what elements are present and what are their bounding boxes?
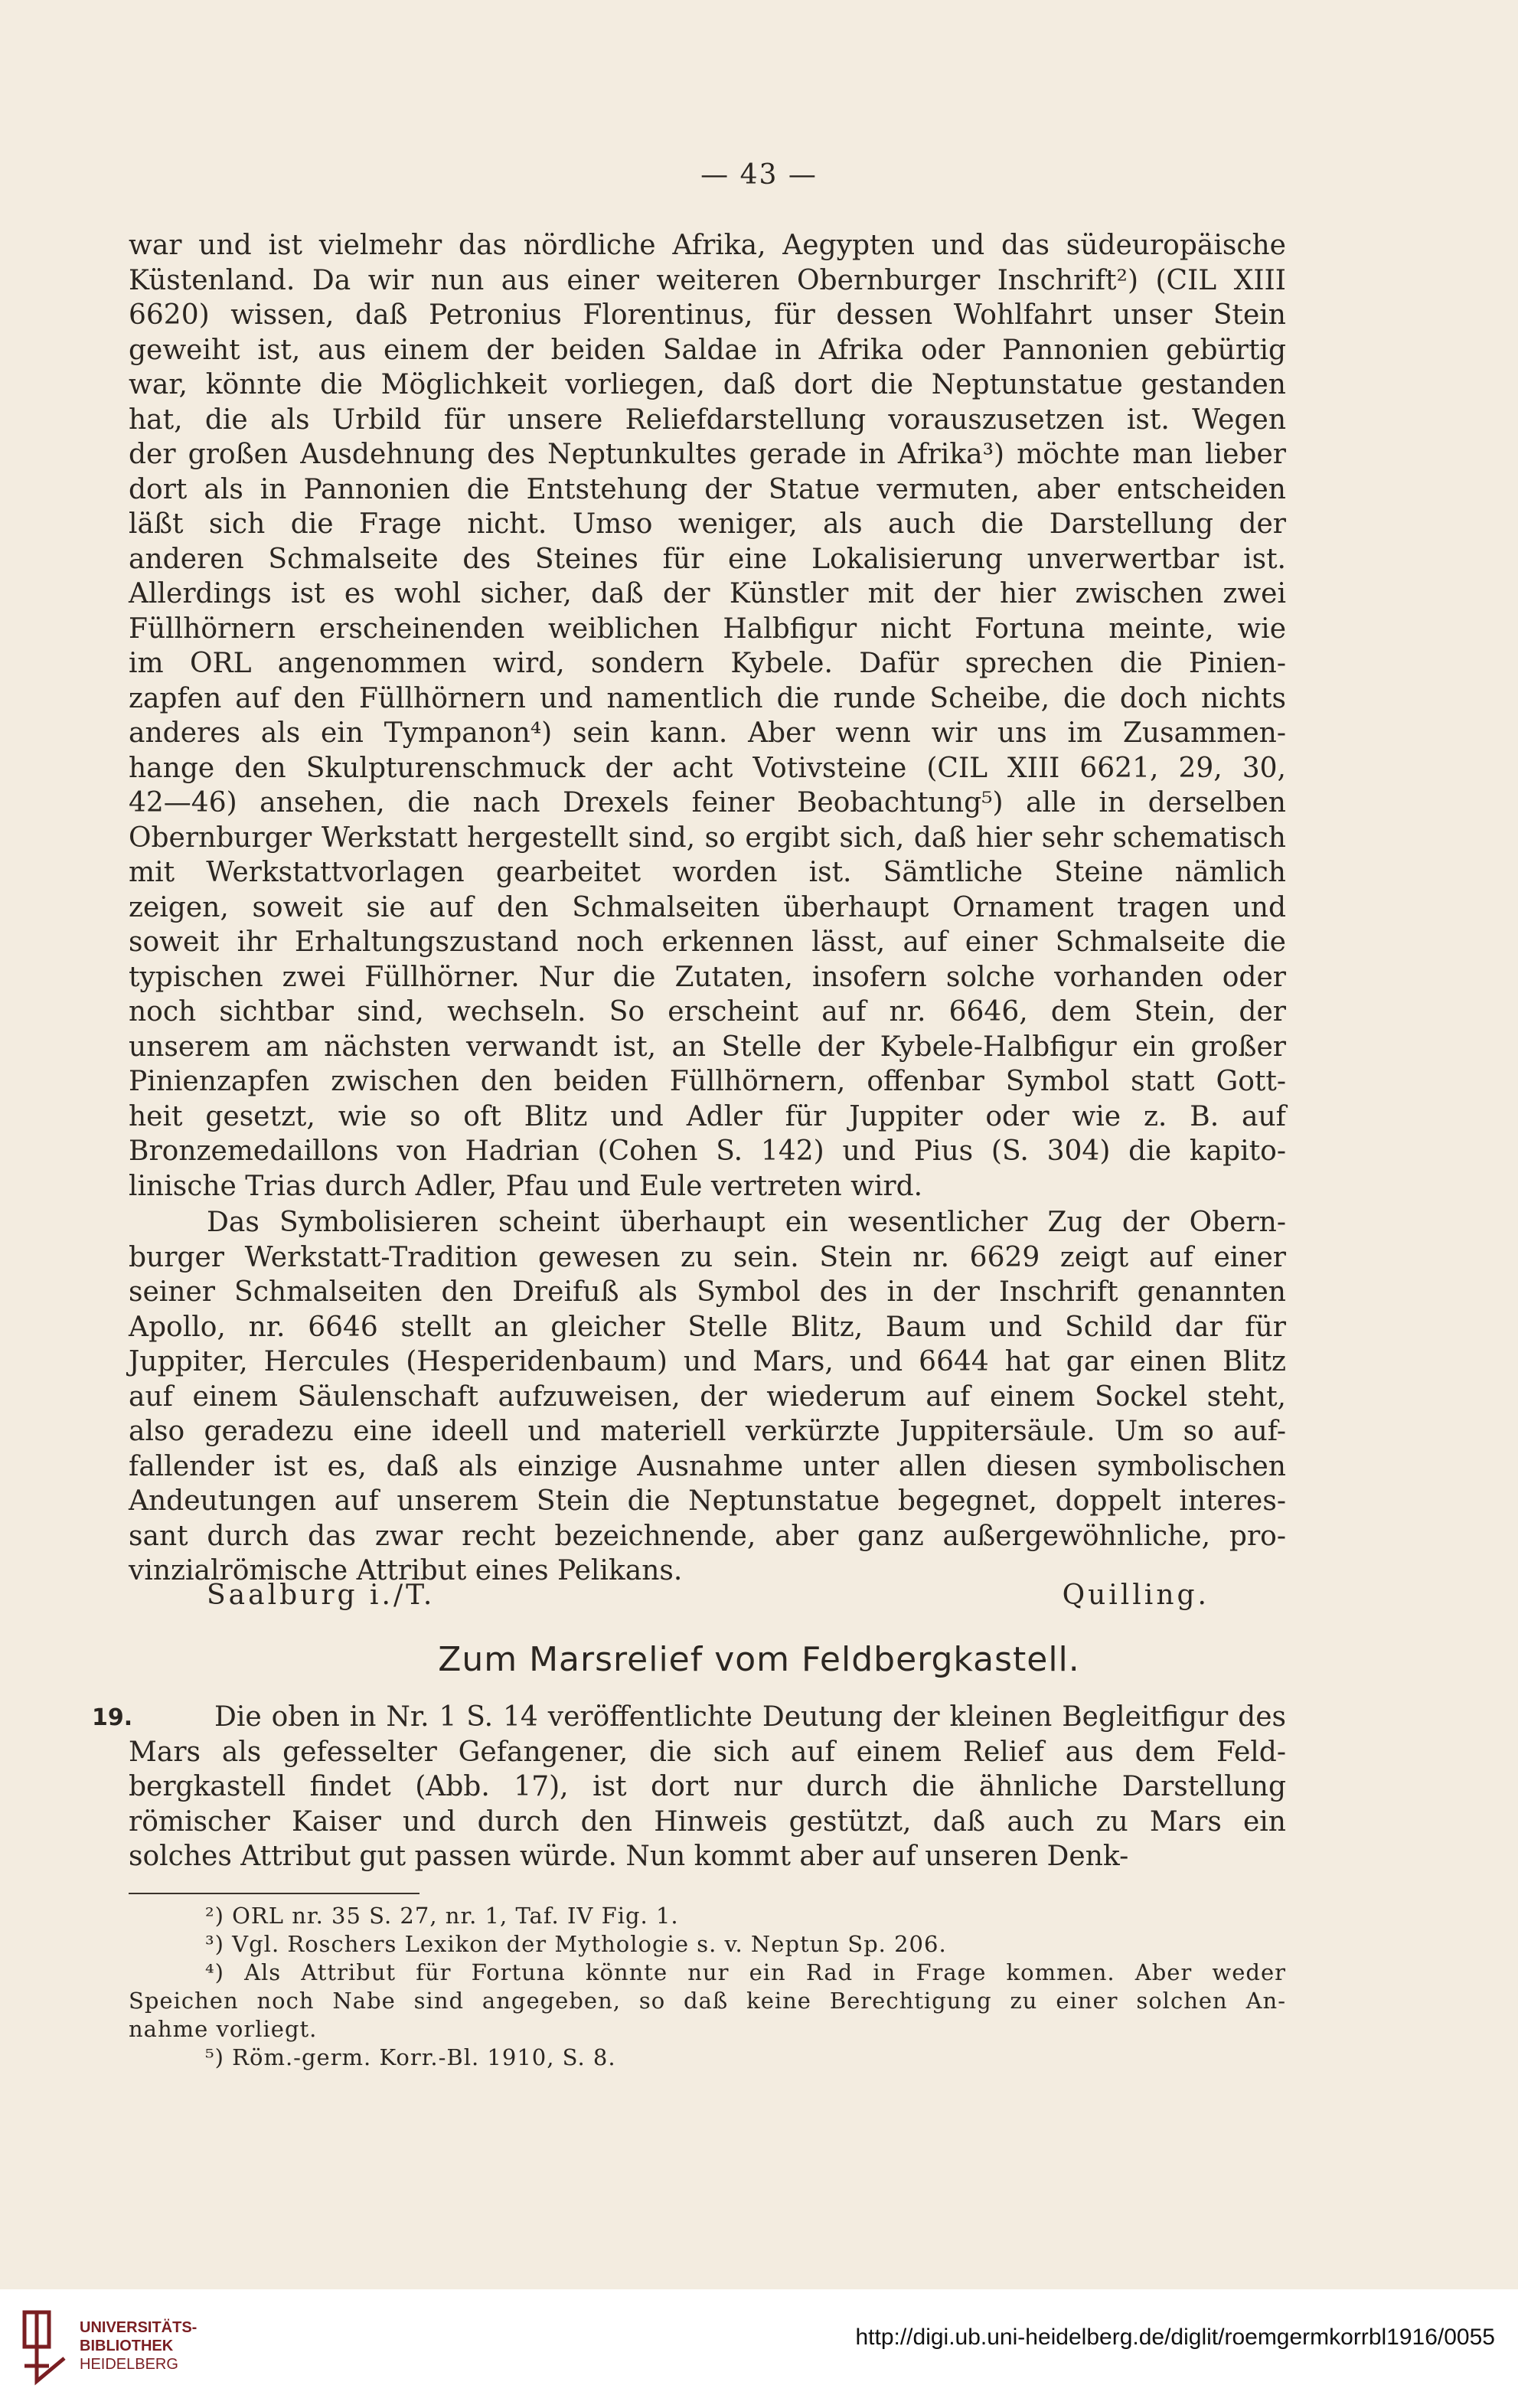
text-line: Mars als gefesselter Gefangener, die sich auf einem Relief aus dem Feld-	[129, 1736, 1286, 1768]
text-line: der großen Ausdehnung des Neptunkultes gerade in Afrika³) möchte man lieber	[129, 439, 1286, 470]
text-line: zapfen auf den Füllhörnern und namentlich die runde Scheibe, die doch nichts	[129, 682, 1286, 714]
footnote-line: ³) Vgl. Roschers Lexikon der Mythologie s. v. Neptun Sp. 206.	[205, 1931, 947, 1957]
source-url[interactable]: http://digi.ub.uni-heidelberg.de/diglit/roemgermkorrbl1916/0055	[855, 2325, 1495, 2350]
library-logo-icon	[18, 2305, 72, 2389]
footnotes	[129, 1902, 1286, 2072]
section-heading: Zum Marsrelief vom Feldbergkastell.	[438, 1640, 1080, 1679]
text-line: fallender ist es, daß als einzige Ausnahme unter allen diesen symbolischen	[129, 1450, 1286, 1482]
text-line: bergkastell findet (Abb. 17), ist dort nur durch die ähnliche Darstellung	[129, 1771, 1286, 1802]
text-line: noch sichtbar sind, wechseln. So erscheint auf nr. 6646, dem Stein, der	[129, 996, 1286, 1028]
section-number: 19.	[92, 1704, 133, 1731]
text-line: Pinienzapfen zwischen den beiden Füllhörnern, offenbar Symbol statt Gott-	[129, 1066, 1286, 1097]
text-line: hange den Skulpturenschmuck der acht Votivsteine (CIL XIII 6621, 29, 30,	[129, 752, 1286, 784]
text-line: Das Symbolisieren scheint überhaupt ein wesentlicher Zug der Obern-	[207, 1207, 1286, 1238]
text-line: anderen Schmalseite des Steines für eine Lokalisierung unverwertbar ist.	[129, 543, 1286, 575]
text-line: Die oben in Nr. 1 S. 14 veröffentlichte Deutung der kleinen Begleitfigur des	[214, 1701, 1286, 1733]
signature-place: Saalburg i./T.	[207, 1580, 436, 1611]
signature-author: Quilling.	[1062, 1580, 1210, 1611]
footnote-rule	[129, 1893, 419, 1894]
text-line: im ORL angenommen wird, sondern Kybele. Dafür sprechen die Pinien-	[129, 648, 1286, 679]
text-line: solches Attribut gut passen würde. Nun kommt aber auf unseren Denk-	[129, 1841, 1129, 1872]
text-line: sant durch das zwar recht bezeichnende, aber ganz außergewöhnliche, pro-	[129, 1520, 1286, 1552]
paragraph-2	[129, 1205, 1286, 1589]
paragraph-3	[129, 1700, 1286, 1874]
footnote-line: nahme vorliegt.	[129, 2016, 318, 2042]
signature-row	[207, 1580, 1210, 1611]
text-line: soweit ihr Erhaltungszustand noch erkennen lässt, auf einer Schmalseite die	[129, 926, 1286, 958]
text-line: hat, die als Urbild für unsere Reliefdarstellung vorauszusetzen ist. Wegen	[129, 404, 1286, 436]
text-line: Apollo, nr. 6646 stellt an gleicher Stelle Blitz, Baum und Schild dar für	[129, 1311, 1286, 1343]
text-line: unserem am nächsten verwandt ist, an Stelle der Kybele-Halbfigur ein großer	[129, 1031, 1286, 1063]
text-line: Allerdings ist es wohl sicher, daß der Künstler mit der hier zwischen zwei	[129, 578, 1286, 609]
library-name-line1: UNIVERSITÄTS-	[80, 2319, 198, 2336]
text-line: 6620) wissen, daß Petronius Florentinus, für dessen Wohlfahrt unser Stein	[129, 299, 1286, 331]
footnote-line: Speichen noch Nabe sind angegeben, so daß keine Berechtigung zu einer solchen An-	[129, 1988, 1286, 2014]
text-line: dort als in Pannonien die Entstehung der Statue vermuten, aber entscheiden	[129, 473, 1286, 505]
text-line: auf einem Säulenschaft aufzuweisen, der wiederum auf einem Sockel steht,	[129, 1380, 1286, 1413]
text-line: Füllhörnern erscheinenden weiblichen Halbfigur nicht Fortuna meinte, wie	[129, 613, 1286, 645]
text-line: Andeutungen auf unserem Stein die Neptunstatue begegnet, doppelt interes-	[129, 1485, 1286, 1517]
footnote-line: ²) ORL nr. 35 S. 27, nr. 1, Taf. IV Fig. 1.	[205, 1903, 679, 1929]
text-line: war, könnte die Möglichkeit vorliegen, daß dort die Neptunstatue gestanden	[129, 369, 1286, 400]
page-number: — 43 —	[700, 159, 818, 191]
text-line: 42—46) ansehen, die nach Drexels feiner Beobachtung⁵) alle in derselben	[129, 787, 1286, 818]
text-line: römischer Kaiser und durch den Hinweis gestützt, daß auch zu Mars ein	[129, 1805, 1286, 1838]
text-line: zeigen, soweit sie auf den Schmalseiten überhaupt Ornament tragen und	[129, 891, 1286, 923]
text-line: läßt sich die Frage nicht. Umso weniger, als auch die Darstellung der	[129, 508, 1286, 540]
library-name	[80, 2318, 197, 2374]
paragraph-1	[129, 228, 1286, 1204]
text-line: burger Werkstatt-Tradition gewesen zu sein. Stein nr. 6629 zeigt auf einer	[129, 1241, 1286, 1273]
text-line: typischen zwei Füllhörner. Nur die Zutaten, insofern solche vorhanden oder	[129, 961, 1286, 993]
text-line: anderes als ein Tympanon⁴) sein kann. Aber wenn wir uns im Zusammen-	[129, 717, 1286, 749]
text-line: Obernburger Werkstatt hergestellt sind, so ergibt sich, daß hier sehr schematisch	[129, 822, 1286, 854]
footnote-line: ⁴) Als Attribut für Fortuna könnte nur ein Rad in Frage kommen. Aber weder	[205, 1959, 1286, 1985]
library-name-line3: HEIDELBERG	[80, 2356, 178, 2373]
text-line: war und ist vielmehr das nördliche Afrika, Aegypten und das südeuropäische	[129, 230, 1286, 261]
text-line: vinzialrömische Attribut eines Pelikans.	[129, 1555, 683, 1586]
text-line: Bronzemedaillons von Hadrian (Cohen S. 142) und Pius (S. 304) die kapito-	[129, 1135, 1286, 1167]
text-line: also geradezu eine ideell und materiell verkürzte Juppitersäule. Um so auf-	[129, 1416, 1286, 1447]
text-line: geweiht ist, aus einem der beiden Saldae in Afrika oder Pannonien gebürtig	[129, 334, 1286, 366]
text-line: linische Trias durch Adler, Pfau und Eule vertreten wird.	[129, 1170, 923, 1202]
text-line: Küstenland. Da wir nun aus einer weiteren Obernburger Inschrift²) (CIL XIII	[129, 264, 1286, 296]
text-line: mit Werkstattvorlagen gearbeitet worden ist. Sämtliche Steine nämlich	[129, 857, 1286, 888]
text-line: heit gesetzt, wie so oft Blitz und Adler für Juppiter oder wie z. B. auf	[129, 1100, 1286, 1132]
text-line: Juppiter, Hercules (Hesperidenbaum) und Mars, und 6644 hat gar einen Blitz	[129, 1346, 1286, 1377]
library-name-line2: BIBLIOTHEK	[80, 2338, 174, 2354]
footnote-line: ⁵) Röm.-germ. Korr.-Bl. 1910, S. 8.	[205, 2044, 616, 2070]
text-line: seiner Schmalseiten den Dreifuß als Symbol des in der Inschrift genannten	[129, 1276, 1286, 1308]
